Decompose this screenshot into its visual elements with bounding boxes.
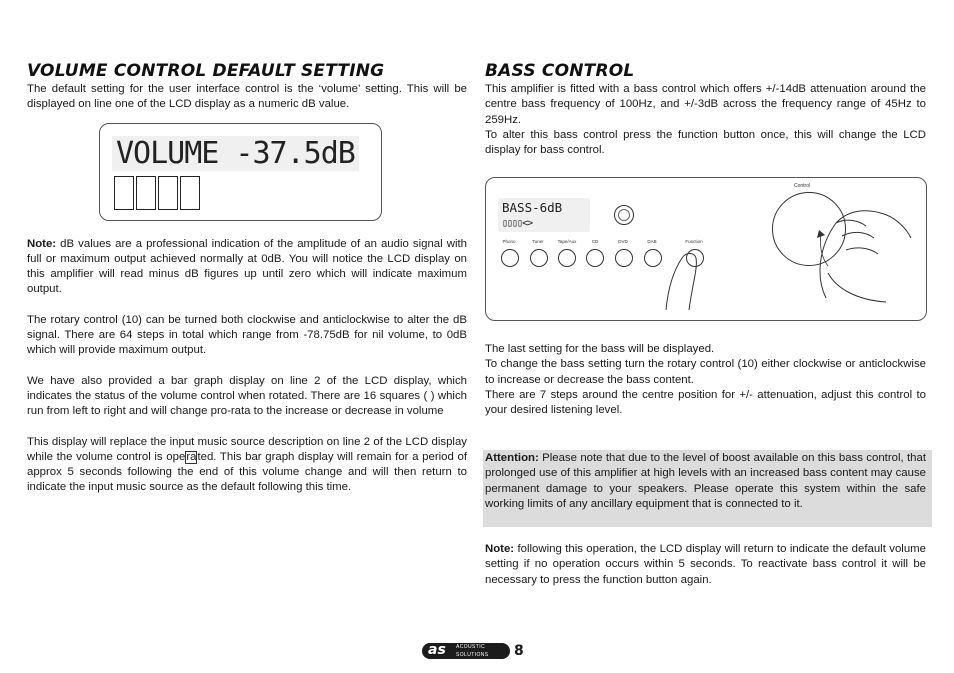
attention-text-block bbox=[485, 451, 926, 512]
lcd-volume-text: VOLUME -37.5dB bbox=[112, 136, 359, 171]
lcd-bar-square bbox=[114, 176, 134, 210]
volume-intro: The default setting for the user interface control is the ‘volume’ setting. This will be displayed on line one of the LCD display as a numeric dB value. bbox=[27, 83, 467, 111]
attention-text: Please note that due to the level of boost available on this bass control, that prolonged use of this amplifier at high levels with an increased bass content may cause permanent damage to your speakers. Please operate this system within the safe working limits of any ancillary equipment that is connected to it. bbox=[485, 452, 926, 510]
amplifier-front-panel-illustration bbox=[485, 177, 927, 321]
volume-heading: VOLUME CONTROL DEFAULT SETTING bbox=[27, 61, 385, 81]
bass-steps: There are 7 steps around the centre position for +/- attenuation, adjust this control to your desired listening level. bbox=[485, 388, 926, 417]
note-label: Note: bbox=[27, 237, 57, 250]
tape-aux-label: Tape/Aux bbox=[557, 239, 577, 244]
bass-last-setting: The last setting for the bass will be displayed. bbox=[485, 343, 715, 355]
lcd-bar-square bbox=[136, 176, 156, 210]
attention-paragraph bbox=[485, 451, 926, 512]
rotary-paragraph: The rotary control (10) can be turned both clockwise and anticlockwise to alter the dB signal. There are 64 steps in total which range from -78.75dB for nil volume, to 0dB which will provide maximum output. bbox=[27, 313, 467, 357]
attention-label: Attention: bbox=[485, 452, 539, 464]
replace-text-a: This display will replace the input music source description on line 2 of the LCD display while the volume control is ope bbox=[27, 435, 467, 463]
acoustic-solutions-logo bbox=[422, 643, 510, 659]
device-lcd-text: BASS-6dB bbox=[502, 200, 563, 215]
dvd-label: DVD bbox=[618, 239, 628, 244]
lcd-bar-square bbox=[158, 176, 178, 210]
replace-text-b: ted. This bar graph display will remain for a period of approx 5 seconds following the end of this volume change and will then return to indicate the input music source as the default following this time. bbox=[27, 450, 467, 494]
right-note-text: following this operation, the LCD display will return to indicate the default volume setting if no operation occurs within 5 seconds. To reactivate bass control it will be necessary to press the function button again. bbox=[485, 543, 926, 586]
device-lcd-bars: ▯▯▯▯<> bbox=[502, 218, 533, 229]
note-text: dB values are a professional indication of the amplitude of an audio signal with full or maximum output achieved normally at 0dB. You will notice the LCD display on this amplifier will read minus dB figures up until zero which will indicate maximum output. bbox=[27, 237, 467, 296]
footer bbox=[422, 643, 524, 659]
bass-change: To change the bass setting turn the rotary control (10) either clockwise or anticlockwise to increase or decrease the bass content. bbox=[485, 358, 926, 386]
hand-drawings bbox=[486, 178, 926, 320]
bass-intro-1: This amplifier is fitted with a bass control which offers +/-14dB attenuation around the centre bass frequency of 100Hz, and +/-3dB across the frequency range of 45Hz to 259Hz. bbox=[485, 83, 926, 126]
right-note-block bbox=[485, 542, 926, 588]
phono-label: Phono bbox=[502, 239, 516, 244]
lcd-bar-square bbox=[180, 176, 200, 210]
hand-turning-icon bbox=[820, 211, 911, 302]
logo-line-2: SOLUTIONS bbox=[456, 652, 489, 658]
tuner-label: Tuner bbox=[532, 239, 544, 244]
bass-heading: BASS CONTROL bbox=[485, 61, 635, 81]
bargraph-paragraph: We have also provided a bar graph display on line 2 of the LCD display, which indicates the status of the volume control when rotated. There are 16 squares ( ) which run from left to right and will change pro-rata to the increase or decrease in volume bbox=[27, 374, 467, 418]
logo-mark: as bbox=[428, 642, 446, 658]
bass-intro-2: To alter this bass control press the function button once, this will change the LCD display for bass control. bbox=[485, 128, 926, 157]
function-label: Function bbox=[685, 239, 703, 244]
control-label: Control bbox=[794, 183, 811, 189]
dab-label: DAB bbox=[647, 239, 657, 244]
right-column bbox=[485, 60, 926, 158]
page-number: 8 bbox=[514, 643, 524, 659]
right-lower bbox=[485, 342, 926, 418]
finger-pressing-icon bbox=[666, 254, 696, 311]
replace-text-boxed: ra bbox=[186, 450, 197, 463]
logo-line-1: ACOUSTIC bbox=[456, 644, 486, 650]
cd-label: CD bbox=[591, 239, 599, 244]
volume-lcd-illustration bbox=[99, 123, 382, 221]
right-note-paragraph bbox=[485, 542, 926, 588]
replace-paragraph bbox=[27, 435, 467, 496]
right-note-label: Note: bbox=[485, 543, 515, 555]
note-paragraph bbox=[27, 237, 467, 298]
